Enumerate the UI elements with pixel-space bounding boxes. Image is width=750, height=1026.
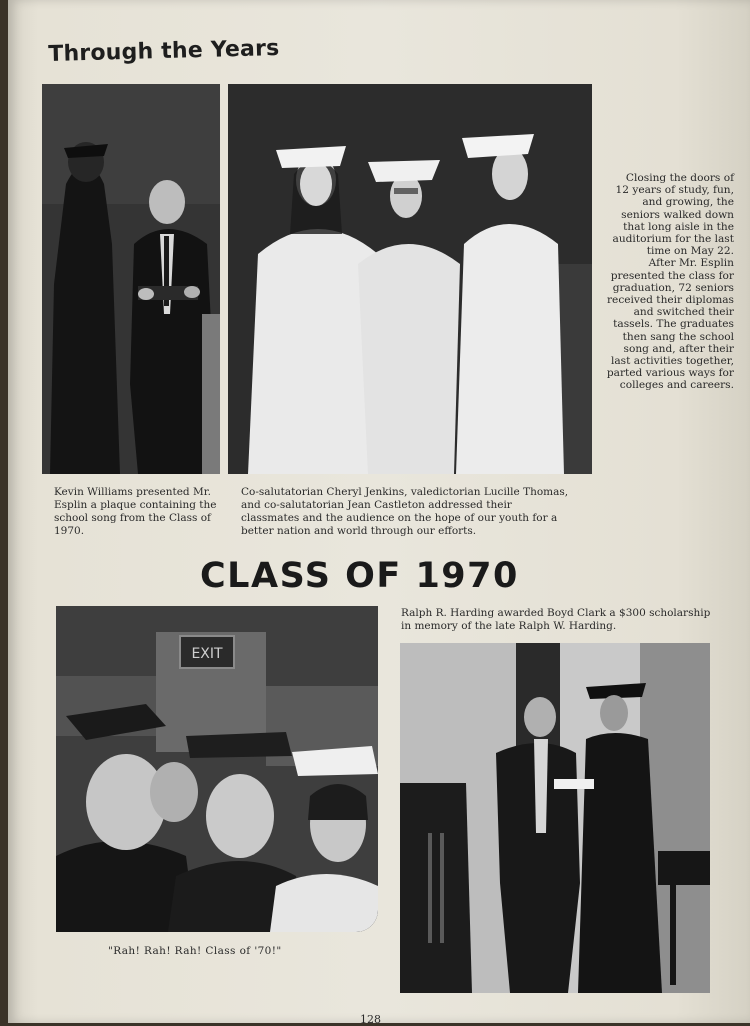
caption-plaque: Kevin Williams presented Mr. Esplin a plaque containing the school song from the Class of 1970. bbox=[54, 486, 217, 537]
article-paragraph-1: Closing the doors of 12 years of study, fun, and growing, the seniors walked down that long aisle in the auditorium for the last time on May 22. bbox=[612, 172, 734, 258]
caption-cheer: "Rah! Rah! Rah! Class of '70!" bbox=[108, 945, 282, 957]
page-heading: Through the Years bbox=[48, 35, 280, 67]
caption-salutatorians: Co-salutatorian Cheryl Jenkins, valedictorian Lucille Thomas, and co-salutatorian Jean Castleton addressed their classmates and the audience on the hope of our youth for a better nation and world through our efforts. bbox=[241, 486, 569, 537]
photo-salutatorians bbox=[228, 84, 592, 474]
photo-group-cheer bbox=[56, 606, 378, 932]
class-title: CLASS OF 1970 bbox=[200, 556, 519, 596]
article-body bbox=[602, 172, 734, 392]
page-number: 128 bbox=[360, 1013, 381, 1026]
caption-scholarship: Ralph R. Harding awarded Boyd Clark a $300 scholarship in memory of the late Ralph W. Harding. bbox=[401, 607, 711, 632]
photo-scholarship-award bbox=[400, 643, 710, 993]
article-paragraph-2: After Mr. Esplin presented the class for graduation, 72 seniors received their diplomas and switched their tassels. The graduates then sang the school song and, after their last activities together, parted various ways for colleges and careers. bbox=[606, 257, 734, 392]
photo-plaque-presentation bbox=[42, 84, 220, 474]
yearbook-page bbox=[8, 0, 750, 1026]
exit-sign: EXIT bbox=[191, 646, 223, 662]
